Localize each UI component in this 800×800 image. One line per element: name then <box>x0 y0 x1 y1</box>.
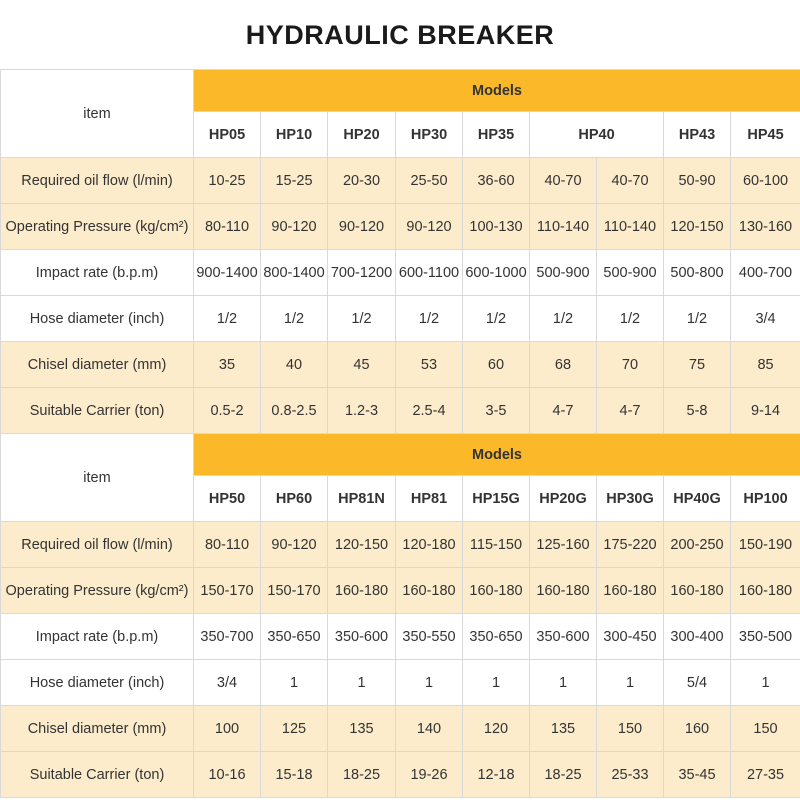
table-cell: 150-170 <box>194 568 261 614</box>
table-cell: 4-7 <box>530 388 597 434</box>
model-header: HP40G <box>664 476 731 522</box>
table-cell: 75 <box>664 342 731 388</box>
model-header: HP10 <box>261 112 328 158</box>
row-label: Suitable Carrier (ton) <box>1 388 194 434</box>
model-header: HP40 <box>530 112 664 158</box>
table-cell: 125 <box>261 706 328 752</box>
model-header: HP35 <box>463 112 530 158</box>
table-cell: 5-8 <box>664 388 731 434</box>
spec-table-1 <box>0 69 800 434</box>
table-cell: 2.5-4 <box>396 388 463 434</box>
page-title: HYDRAULIC BREAKER <box>245 19 555 50</box>
model-header: HP30 <box>396 112 463 158</box>
table-cell: 110-140 <box>597 204 664 250</box>
table-cell: 150 <box>597 706 664 752</box>
table-cell: 50-90 <box>664 158 731 204</box>
table-cell: 800-1400 <box>261 250 328 296</box>
table-cell: 600-1100 <box>396 250 463 296</box>
table-cell: 1 <box>328 660 396 706</box>
table-cell: 3/4 <box>194 660 261 706</box>
model-header: HP100 <box>731 476 800 522</box>
item-header: item <box>1 70 194 158</box>
table-cell: 1 <box>530 660 597 706</box>
table-cell: 27-35 <box>731 752 800 798</box>
table-cell: 600-1000 <box>463 250 530 296</box>
table-cell: 350-500 <box>731 614 800 660</box>
table-cell: 200-250 <box>664 522 731 568</box>
table-cell: 10-16 <box>194 752 261 798</box>
table-cell: 1 <box>597 660 664 706</box>
table-cell: 150 <box>731 706 800 752</box>
table-cell: 40-70 <box>597 158 664 204</box>
table-row <box>1 250 800 296</box>
table-cell: 350-600 <box>328 614 396 660</box>
row-label: Operating Pressure (kg/cm²) <box>1 204 194 250</box>
table-cell: 1 <box>261 660 328 706</box>
row-label: Chisel diameter (mm) <box>1 706 194 752</box>
table-cell: 25-33 <box>597 752 664 798</box>
table-cell: 1.2-3 <box>328 388 396 434</box>
table-cell: 15-25 <box>261 158 328 204</box>
table-1-body <box>1 158 800 434</box>
table-cell: 4-7 <box>597 388 664 434</box>
table-cell: 160 <box>664 706 731 752</box>
table-cell: 160-180 <box>396 568 463 614</box>
table-cell: 1 <box>731 660 800 706</box>
table-cell: 125-160 <box>530 522 597 568</box>
models-header: Models <box>194 70 800 112</box>
table-cell: 350-600 <box>530 614 597 660</box>
table-cell: 120-150 <box>328 522 396 568</box>
row-label: Chisel diameter (mm) <box>1 342 194 388</box>
table-cell: 160-180 <box>597 568 664 614</box>
table-cell: 1/2 <box>597 296 664 342</box>
table-row <box>1 614 800 660</box>
table-cell: 100-130 <box>463 204 530 250</box>
table-cell: 150-190 <box>731 522 800 568</box>
models-header: Models <box>194 434 800 476</box>
table-cell: 90-120 <box>261 522 328 568</box>
table-cell: 1 <box>463 660 530 706</box>
table-cell: 60-100 <box>731 158 800 204</box>
table-cell: 10-25 <box>194 158 261 204</box>
table-cell: 0.8-2.5 <box>261 388 328 434</box>
table-cell: 0.5-2 <box>194 388 261 434</box>
table-cell: 110-140 <box>530 204 597 250</box>
row-label: Required oil flow (l/min) <box>1 158 194 204</box>
table-cell: 40-70 <box>530 158 597 204</box>
table-cell: 160-180 <box>731 568 800 614</box>
table-row <box>1 752 800 798</box>
table-row <box>1 706 800 752</box>
table-cell: 350-550 <box>396 614 463 660</box>
table-cell: 53 <box>396 342 463 388</box>
table-cell: 1/2 <box>664 296 731 342</box>
table-cell: 5/4 <box>664 660 731 706</box>
table-cell: 45 <box>328 342 396 388</box>
table-cell: 100 <box>194 706 261 752</box>
table-cell: 160-180 <box>328 568 396 614</box>
row-label: Required oil flow (l/min) <box>1 522 194 568</box>
table-cell: 350-650 <box>261 614 328 660</box>
table-cell: 18-25 <box>328 752 396 798</box>
table-cell: 500-900 <box>597 250 664 296</box>
table-cell: 35 <box>194 342 261 388</box>
row-label: Hose diameter (inch) <box>1 296 194 342</box>
table-cell: 900-1400 <box>194 250 261 296</box>
table-cell: 160-180 <box>463 568 530 614</box>
table-cell: 9-14 <box>731 388 800 434</box>
table-cell: 300-400 <box>664 614 731 660</box>
table-cell: 90-120 <box>328 204 396 250</box>
table-cell: 120-150 <box>664 204 731 250</box>
table-cell: 1/2 <box>328 296 396 342</box>
table-cell: 12-18 <box>463 752 530 798</box>
table-cell: 400-700 <box>731 250 800 296</box>
table-cell: 68 <box>530 342 597 388</box>
model-header: HP05 <box>194 112 261 158</box>
table-cell: 175-220 <box>597 522 664 568</box>
table-cell: 130-160 <box>731 204 800 250</box>
table-cell: 90-120 <box>396 204 463 250</box>
table-cell: 135 <box>530 706 597 752</box>
table-cell: 150-170 <box>261 568 328 614</box>
table-cell: 160-180 <box>664 568 731 614</box>
table-cell: 19-26 <box>396 752 463 798</box>
table-cell: 3-5 <box>463 388 530 434</box>
table-cell: 25-50 <box>396 158 463 204</box>
table-cell: 1 <box>396 660 463 706</box>
model-header: HP20 <box>328 112 396 158</box>
row-label: Hose diameter (inch) <box>1 660 194 706</box>
table-row <box>1 660 800 706</box>
model-header: HP20G <box>530 476 597 522</box>
model-header: HP15G <box>463 476 530 522</box>
table-row <box>1 568 800 614</box>
model-header: HP50 <box>194 476 261 522</box>
model-header: HP60 <box>261 476 328 522</box>
table-row <box>1 158 800 204</box>
model-header: HP30G <box>597 476 664 522</box>
model-header: HP81N <box>328 476 396 522</box>
item-header: item <box>1 434 194 522</box>
table-cell: 120 <box>463 706 530 752</box>
table-cell: 3/4 <box>731 296 800 342</box>
table-2-body <box>1 522 800 798</box>
table-cell: 115-150 <box>463 522 530 568</box>
model-header: HP81 <box>396 476 463 522</box>
table-cell: 18-25 <box>530 752 597 798</box>
row-label: Impact rate (b.p.m) <box>1 614 194 660</box>
table-cell: 90-120 <box>261 204 328 250</box>
table-cell: 350-650 <box>463 614 530 660</box>
table-cell: 20-30 <box>328 158 396 204</box>
table-cell: 40 <box>261 342 328 388</box>
table-cell: 80-110 <box>194 204 261 250</box>
table-cell: 60 <box>463 342 530 388</box>
table-cell: 140 <box>396 706 463 752</box>
table-cell: 500-800 <box>664 250 731 296</box>
table-cell: 35-45 <box>664 752 731 798</box>
row-label: Operating Pressure (kg/cm²) <box>1 568 194 614</box>
table-cell: 1/2 <box>194 296 261 342</box>
table-cell: 135 <box>328 706 396 752</box>
table-cell: 300-450 <box>597 614 664 660</box>
model-header: HP43 <box>664 112 731 158</box>
table-cell: 120-180 <box>396 522 463 568</box>
table-cell: 85 <box>731 342 800 388</box>
table-cell: 36-60 <box>463 158 530 204</box>
spec-table-2 <box>0 433 800 798</box>
table-cell: 160-180 <box>530 568 597 614</box>
table-cell: 80-110 <box>194 522 261 568</box>
table-cell: 1/2 <box>463 296 530 342</box>
table-cell: 1/2 <box>261 296 328 342</box>
table-row <box>1 204 800 250</box>
table-cell: 70 <box>597 342 664 388</box>
table-cell: 700-1200 <box>328 250 396 296</box>
table-cell: 1/2 <box>530 296 597 342</box>
model-header: HP45 <box>731 112 800 158</box>
table-cell: 1/2 <box>396 296 463 342</box>
row-label: Impact rate (b.p.m) <box>1 250 194 296</box>
table-row <box>1 296 800 342</box>
table-cell: 500-900 <box>530 250 597 296</box>
row-label: Suitable Carrier (ton) <box>1 752 194 798</box>
table-row <box>1 388 800 434</box>
table-row <box>1 522 800 568</box>
table-cell: 350-700 <box>194 614 261 660</box>
table-row <box>1 342 800 388</box>
table-cell: 15-18 <box>261 752 328 798</box>
